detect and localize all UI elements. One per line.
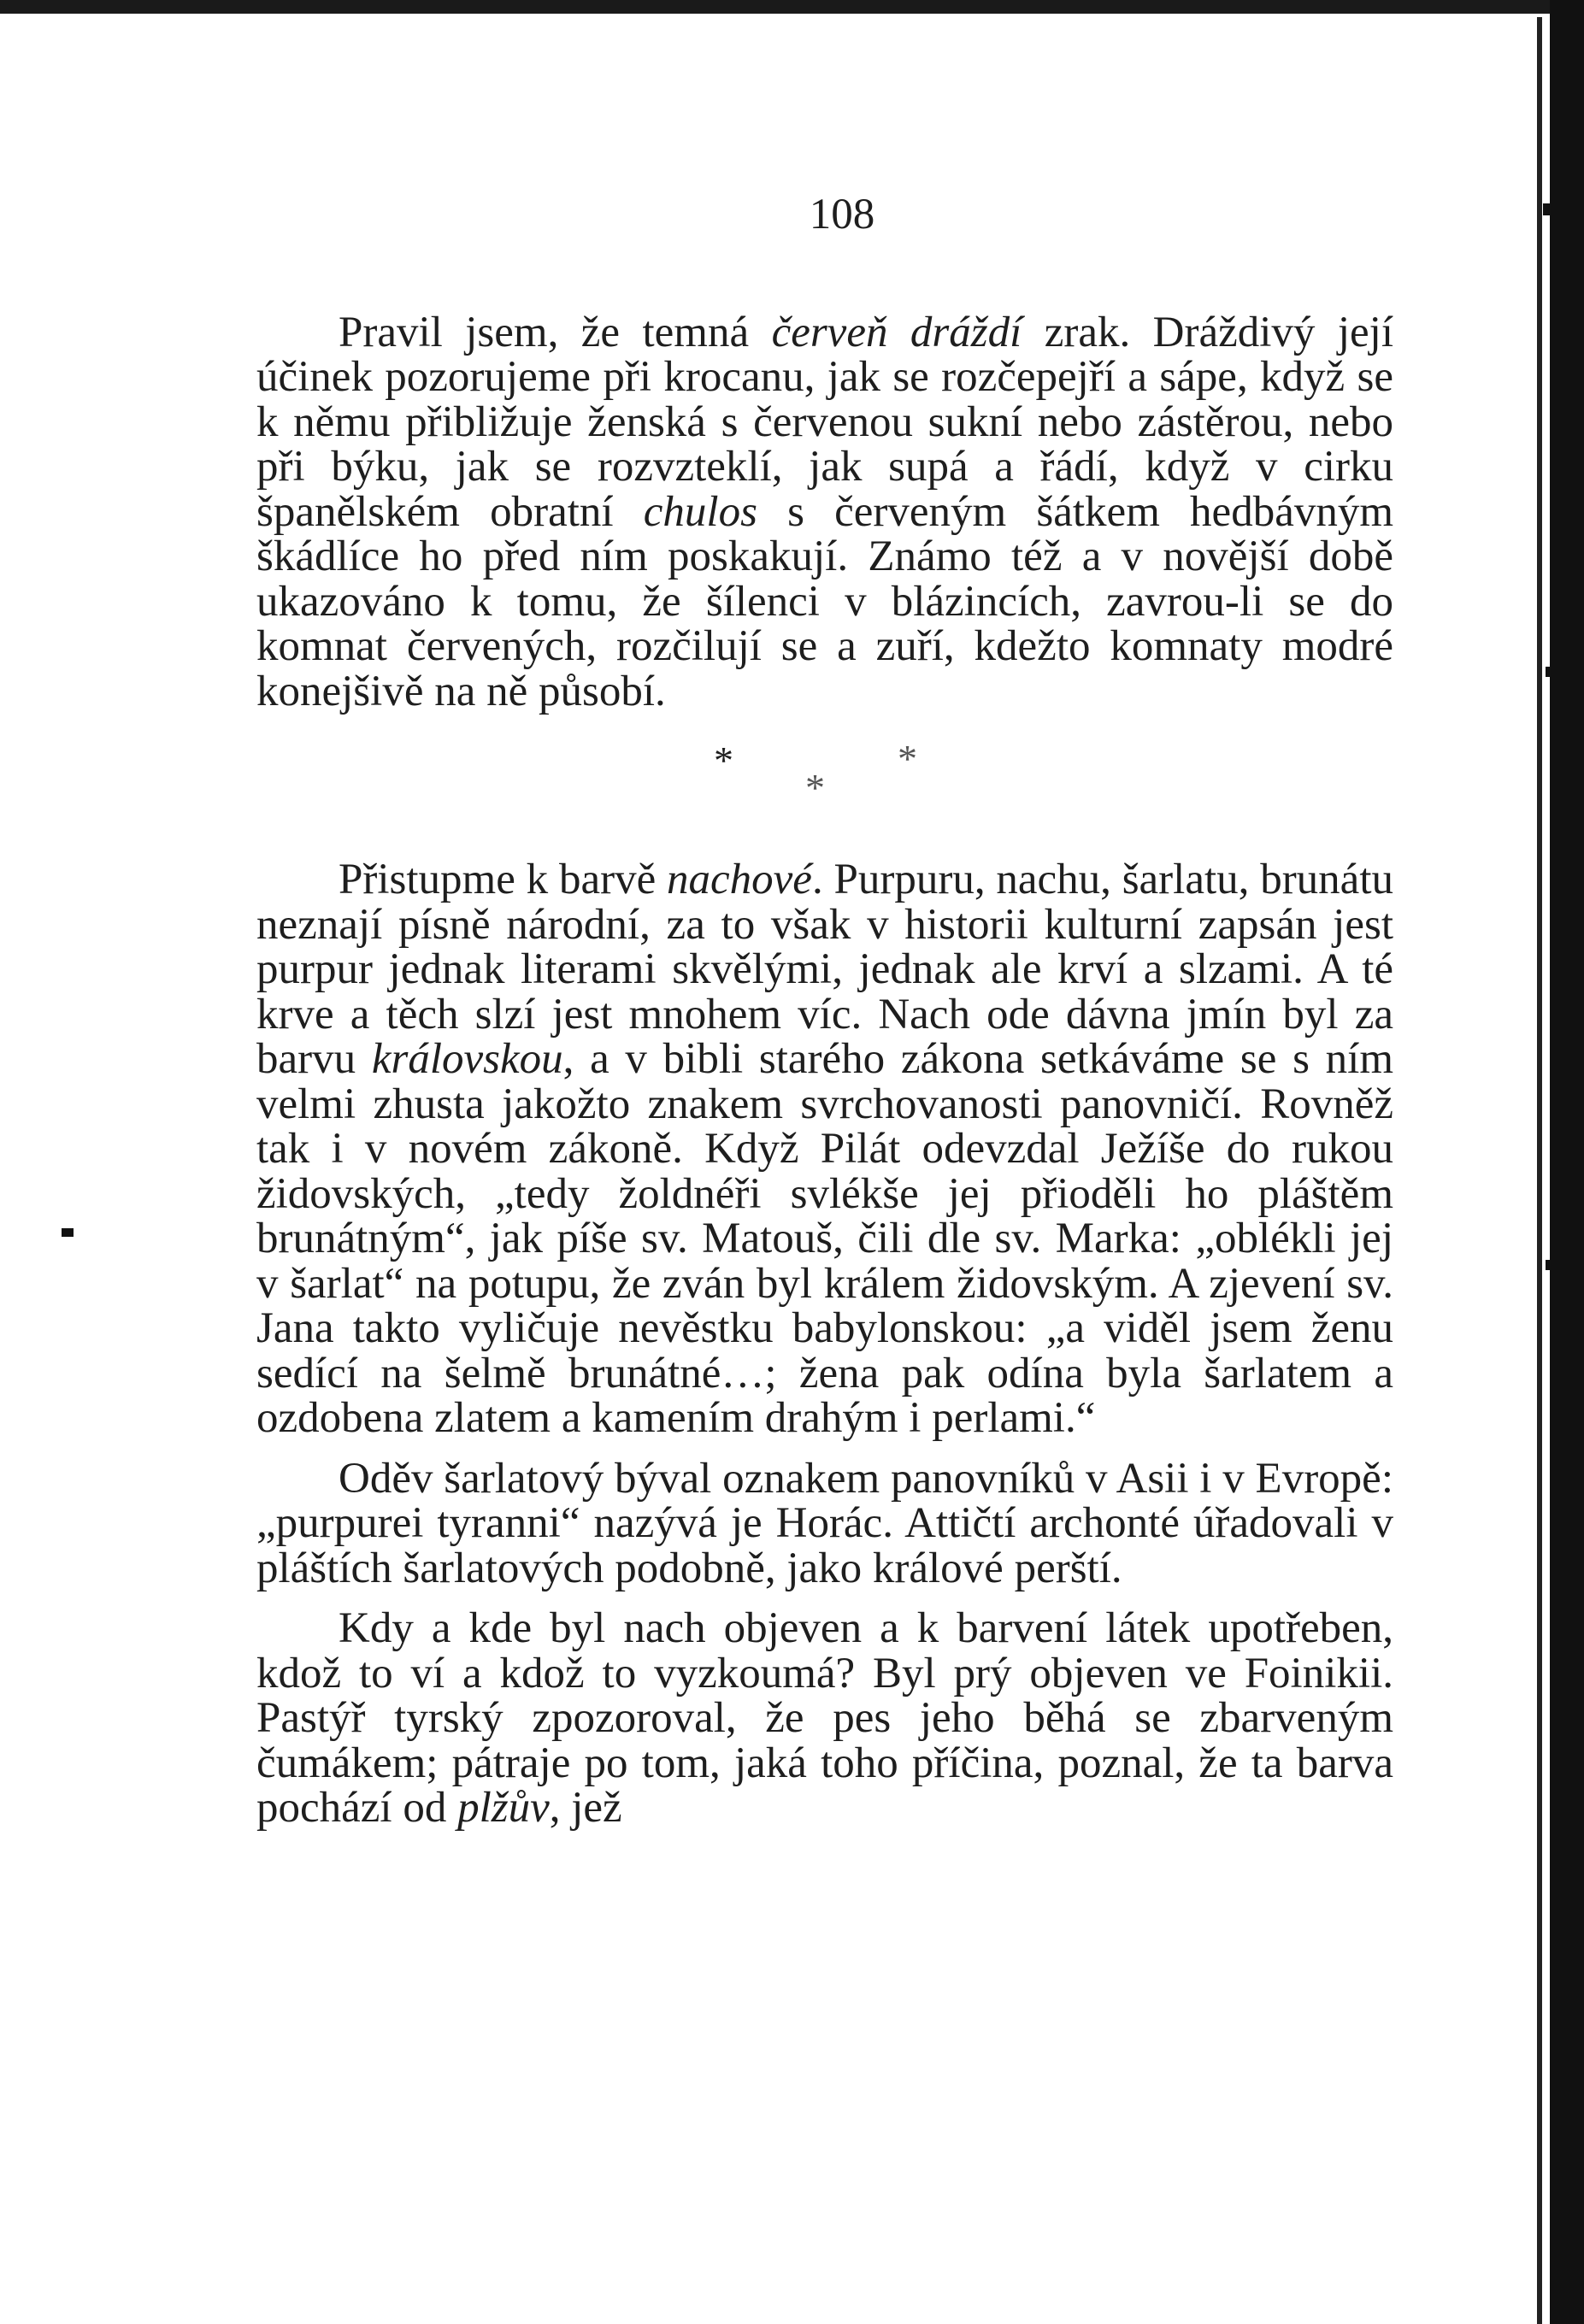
divider-asterisk: * xyxy=(714,738,733,782)
text-run: Pravil jsem, že temná xyxy=(339,308,772,356)
book-page xyxy=(256,192,1393,1831)
scan-page-edge xyxy=(1537,17,1542,2324)
italic-text: královskou xyxy=(371,1035,563,1083)
italic-text: červeň dráždí xyxy=(771,308,1022,356)
scan-speck xyxy=(62,1228,74,1237)
text-run: . Purpuru, nachu, šarlatu, brunátu neznají písně národní, za to však v historii kulturní zapsán jest purpur jednak literami skvělými, jednak ale krví a slzami. A té krve a těch slzí jest mnohem víc. Nach ode dávna jmín byl za barvu xyxy=(256,856,1393,1083)
text-run: Kdy a kde byl nach objeven a k barvení látek upotřeben, kdož to ví a kdož to vyzkoumá? Byl prý objeven ve Foinikii. Pastýř tyrský zpozoroval, že pes jeho běhá se zbarveným čumákem; pátraje po tom, jaká toho příčina, poznal, že ta barva pochází od xyxy=(256,1604,1393,1832)
divider-asterisk: * xyxy=(805,766,825,809)
divider-asterisk: * xyxy=(898,737,917,780)
italic-text: plžův xyxy=(457,1784,550,1832)
paragraph-origin-of-purple xyxy=(256,1606,1393,1831)
text-run: Přistupme k barvě xyxy=(339,856,668,903)
scan-speck xyxy=(1546,667,1564,677)
paragraph-purple-color xyxy=(256,857,1393,1441)
italic-text: chulos xyxy=(643,487,757,536)
text-run: s červeným šátkem hedbávným škádlíce ho před ním poskakují. Známo též a v novější době ukazováno k tomu, že šílenci v blázincích, zavrou-li se do komnat červených, rozčilují se a zuří, kdežto komnaty modré konejšivě na ně působí. xyxy=(256,487,1393,715)
text-run: , jež xyxy=(549,1784,622,1832)
paragraph-red-color xyxy=(256,310,1393,715)
text-run: Oděv šarlatový býval oznakem panovníků v Asii i v Evropě: „purpurei tyranni“ nazývá je Horác. Attičtí archonté úřadovali v pláštích šarlatových podobně, jako králové perští. xyxy=(256,1454,1393,1592)
text-run: , a v bibli starého zákona setkáváme se s ním velmi zhusta jakožto znakem svrchovanosti panovničí. Rovněž tak i v novém zákoně. Když Pilát odevzdal Ježíše do rukou židovských, „tedy žoldnéři svlékše jej přioděli ho pláštěm brunátným“, jak píše sv. Matouš, čili dle sv. Marka: „oblékli jej v šarlat“ na potupu, že zván byl králem židovským. A zjevení sv. Jana takto vyličuje nevěstku babylonskou: „a viděl jsem ženu sedící na šelmě brunátné…; žena pak odína byla šarlatem a ozdobena zlatem a kamením drahým i perlami.“ xyxy=(256,1035,1393,1442)
scan-border-top xyxy=(0,0,1584,14)
scan-speck xyxy=(1546,1260,1561,1270)
page-number: 108 xyxy=(809,191,875,238)
text-run: zrak. Dráždivý její účinek pozorujeme při krocanu, jak se rozčepejří a sápe, když se k němu přibližuje ženská s červenou sukní nebo zástěrou, nebo při býku, jak se rozvzteklí, jak supá a řádí, když v cirku španělském obratní xyxy=(256,308,1394,536)
scan-speck xyxy=(1543,203,1569,215)
paragraph-scarlet-garment xyxy=(256,1456,1393,1591)
italic-text: nachové xyxy=(667,856,812,903)
scan-border-right xyxy=(1550,0,1584,2324)
section-divider xyxy=(256,724,1393,852)
